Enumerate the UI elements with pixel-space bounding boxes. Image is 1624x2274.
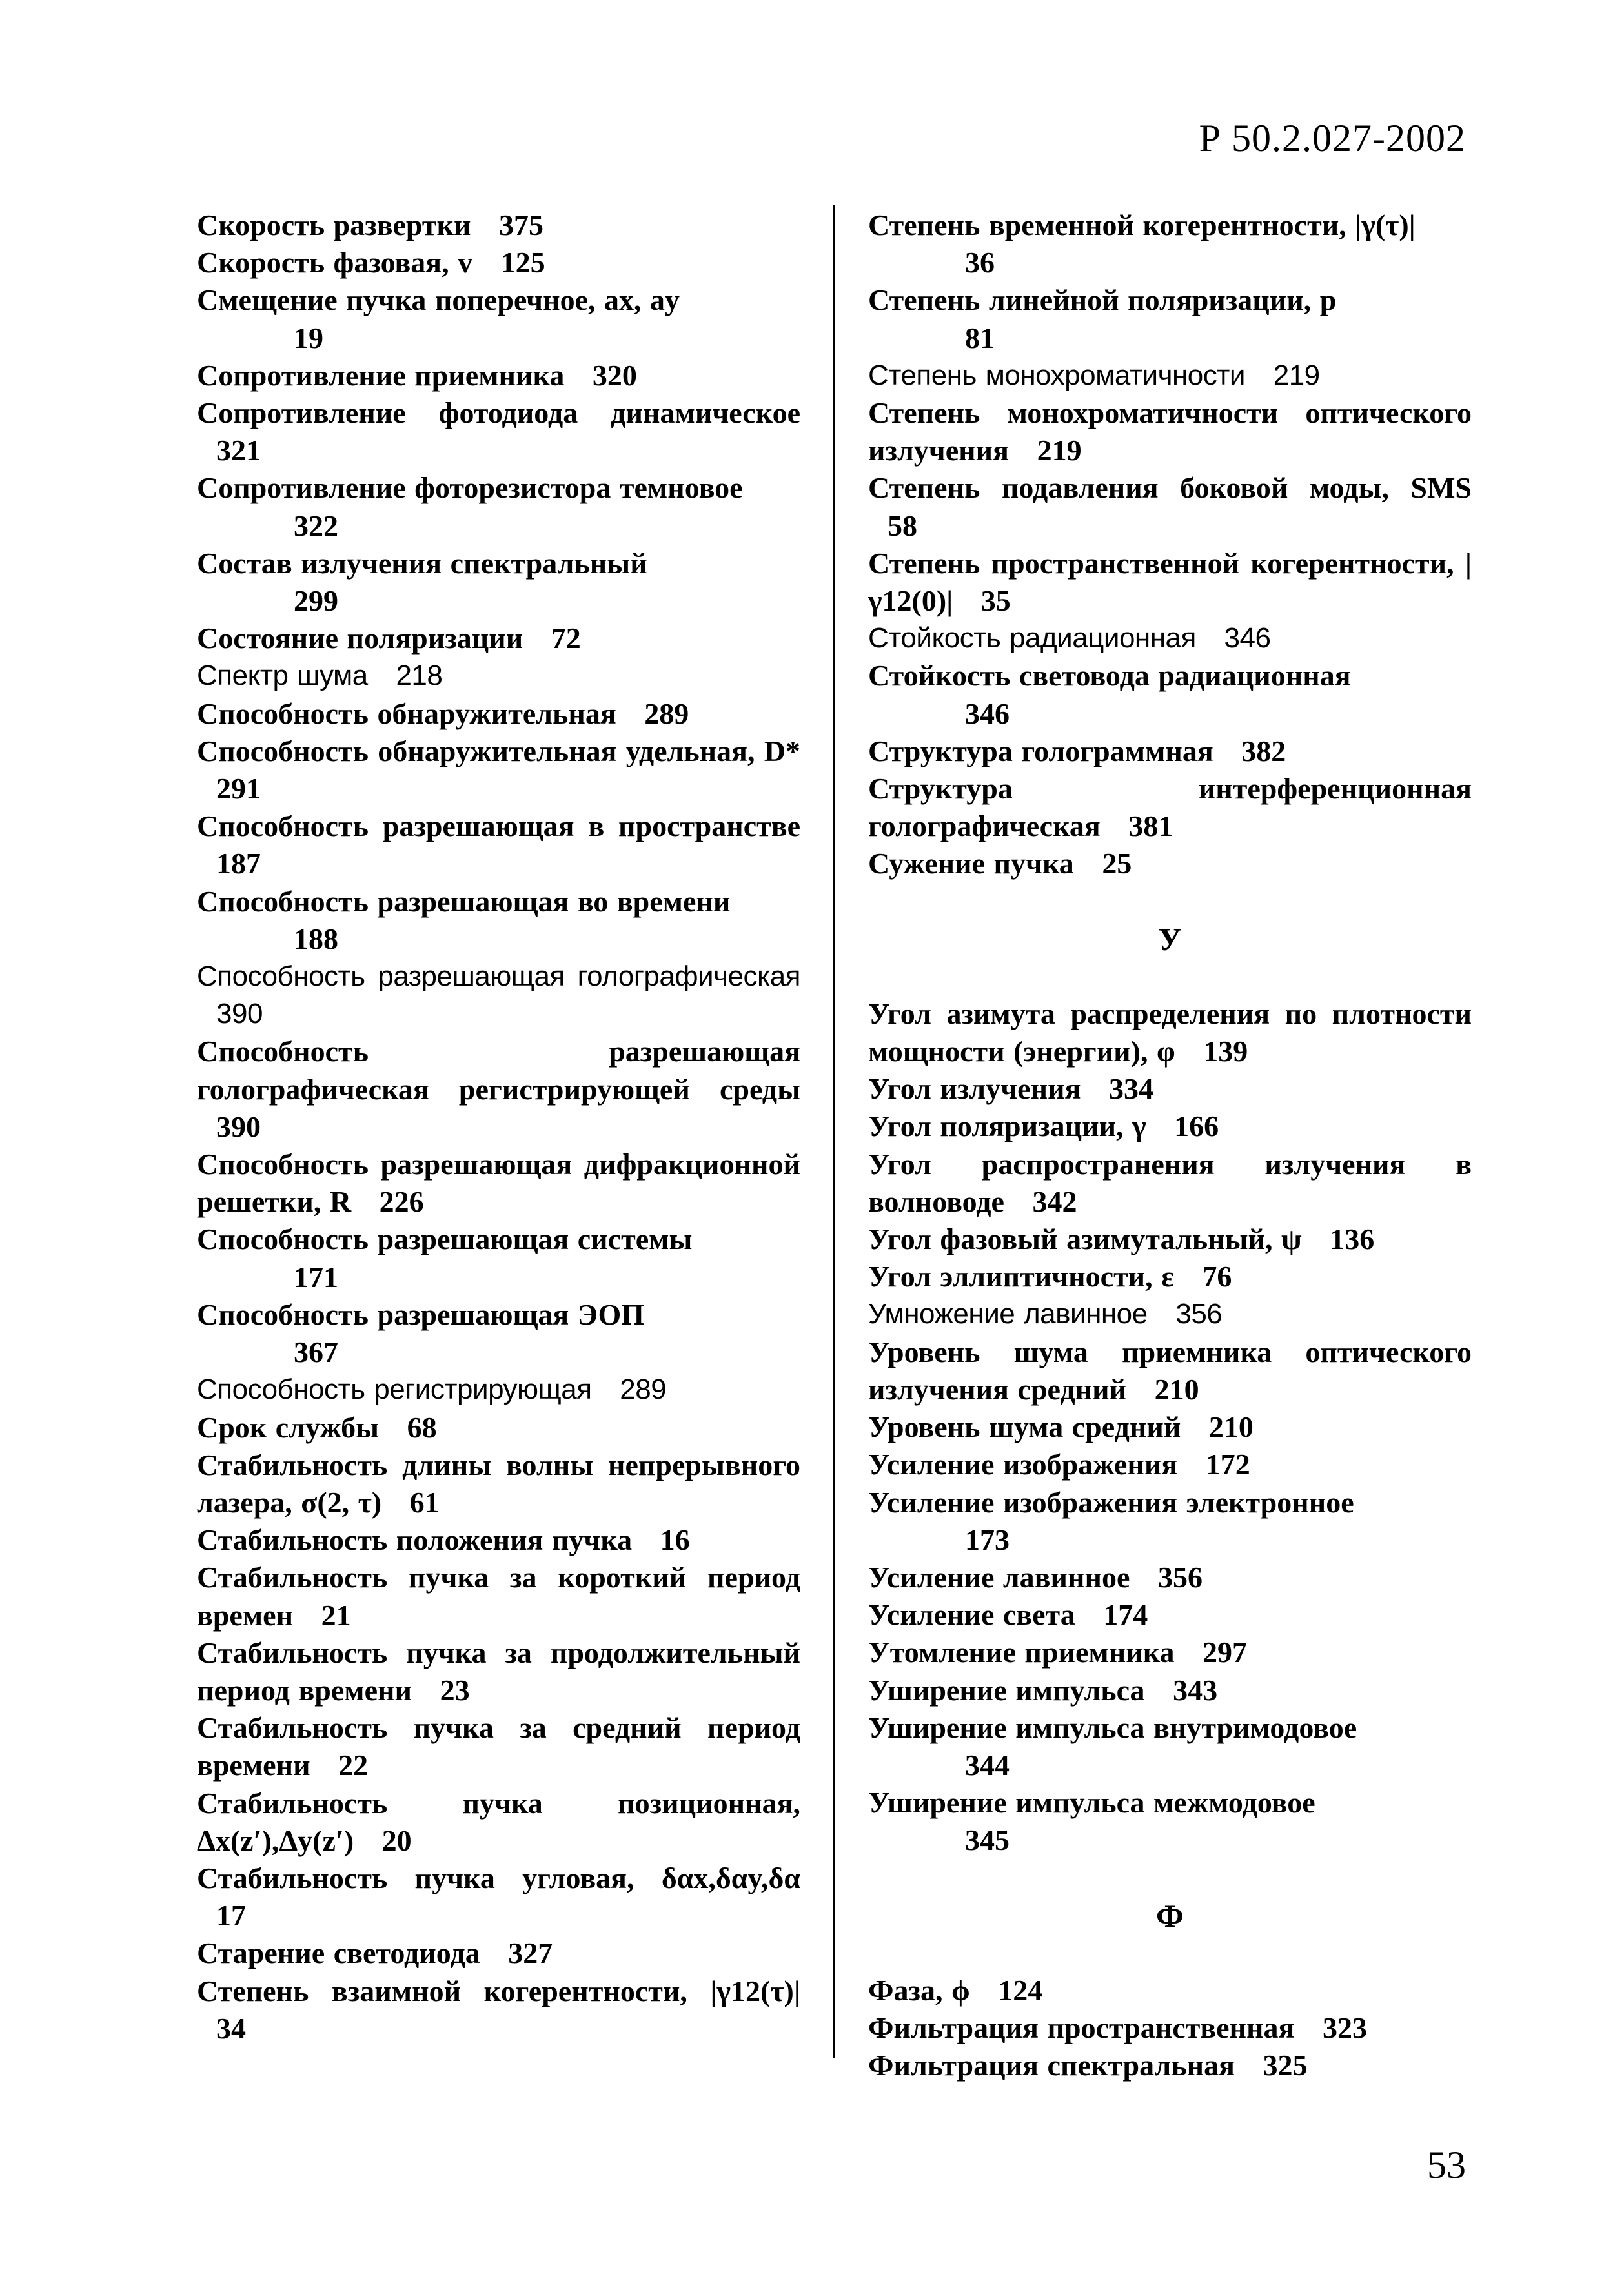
index-page-ref: 81 [965,321,995,354]
index-page-ref: 187 [216,847,261,880]
index-term: Состав излучения спектральный [197,546,647,580]
index-term: Фильтрация спектральная [868,2049,1235,2082]
index-term: Скорость развертки [197,208,471,241]
index-term: Состояние поляризации [197,622,523,655]
index-term: Спектр шума [197,660,368,692]
index-term: Угол фазовый азимутальный, ψ [868,1223,1302,1256]
index-term: Уширение импульса межмодовое [868,1786,1315,1820]
index-entry [197,1559,800,1634]
index-term: Степень пространственной когерентности, |γ12(0)| [868,546,1472,618]
index-page-ref: 72 [551,622,581,655]
index-term: Усиление света [868,1598,1075,1632]
index-entry [868,995,1472,1070]
index-term: Способность разрешающая ЭОП [197,1297,645,1331]
index-entry [868,207,1472,281]
page-number: 53 [1427,2144,1466,2186]
index-page-ref: 68 [407,1410,437,1444]
index-page-ref: 166 [1174,1110,1219,1143]
index-entry [868,1559,1472,1596]
index-entry [868,620,1472,657]
index-page-ref: 344 [965,1748,1010,1782]
index-page-ref: 171 [294,1260,338,1294]
index-page-ref: 25 [1102,847,1132,880]
index-term: Умножение лавинное [868,1298,1148,1330]
index-entry [197,1934,800,1972]
index-entry [197,733,800,807]
index-entry [197,545,800,620]
index-entry [197,1634,800,1709]
index-term: Уровень шума средний [868,1410,1181,1444]
index-term: Фаза, ϕ [868,1973,970,2007]
index-page-ref: 325 [1263,2049,1308,2082]
index-page-ref: 356 [1175,1298,1223,1330]
index-entry [868,1672,1472,1709]
index-term: Сопротивление приемника [197,358,565,392]
index-term: Скорость фазовая, v [197,246,473,279]
index-term: Стабильность пучка угловая, δαx,δαy,δα [197,1861,800,1894]
index-term: Стойкость радиационная [868,622,1196,655]
index-entry [868,1295,1472,1333]
index-term: Сужение пучка [868,847,1074,880]
index-page-ref: 16 [660,1523,690,1557]
index-entry [868,281,1472,356]
index-page-ref: 390 [216,1110,261,1143]
index-term: Угол азимута распределения по плотности мощности (энергии), φ [868,997,1472,1068]
index-page-ref: 346 [965,696,1010,730]
index-page-ref: 19 [294,321,323,354]
index-entry [197,1146,800,1221]
index-entry [868,1408,1472,1446]
index-entry [197,1860,800,1934]
index-term: Способность разрешающая системы [197,1223,693,1256]
index-term: Структура интерференционная голографическая [868,772,1472,843]
index-entry [197,1371,800,1408]
index-term: Сопротивление фоторезистора темновое [197,471,743,505]
index-entry [868,357,1472,394]
index-term: Структура голограммная [868,734,1213,767]
index-term: Стабильность положения пучка [197,1523,633,1557]
index-page-ref: 136 [1330,1223,1375,1256]
index-page-ref: 21 [321,1598,351,1632]
index-entry [197,1221,800,1295]
index-entry [868,1484,1472,1559]
index-page-ref: 172 [1205,1448,1250,1481]
index-page-ref: 139 [1203,1035,1248,1068]
index-page-ref: 35 [980,584,1011,618]
section-letter: Ф [1156,1897,1184,1934]
index-term: Способность разрешающая дифракционной решетки, R [197,1148,800,1219]
index-page-ref: 323 [1322,2011,1367,2044]
index-entry [868,1070,1472,1108]
index-term: Способность разрешающая во времени [197,884,731,918]
index-entry [868,2047,1472,2084]
index-page-ref: 20 [381,1823,412,1857]
index-page-ref: 322 [294,509,338,542]
index-entry [197,620,800,657]
index-page-ref: 345 [965,1823,1010,1857]
index-entry [197,958,800,1033]
index-term: Усиление лавинное [868,1560,1130,1594]
index-entry [868,545,1472,620]
index-entry [868,733,1472,770]
index-entry [197,357,800,394]
section-letter: У [1158,920,1182,957]
index-page-ref: 289 [620,1374,667,1406]
index-term: Срок службы [197,1410,380,1444]
index-term: Степень взаимной когерентности, |γ12(τ)| [197,1974,800,2007]
index-page-ref: 390 [216,998,263,1030]
index-page-ref: 291 [216,772,261,806]
index-entry [868,1221,1472,1258]
index-page-ref: 124 [998,1973,1043,2007]
index-entry [868,845,1472,882]
index-term: Стабильность пучка позиционная, Δx(z′),Δy(z′) [197,1786,800,1857]
index-term: Способность регистрирующая [197,1374,592,1406]
index-page-ref: 343 [1173,1673,1218,1707]
index-entry [868,394,1472,469]
index-entry [868,1596,1472,1634]
index-page-ref: 210 [1208,1410,1254,1444]
index-entry [868,2009,1472,2047]
index-term: Угол распространения излучения в волноводе [868,1147,1472,1218]
index-entry [197,1973,800,2047]
index-term: Угол излучения [868,1072,1081,1106]
index-page-ref: 188 [294,922,338,955]
index-page-ref: 321 [216,434,261,467]
index-entry [868,1634,1472,1671]
index-entry [197,469,800,544]
index-term: Стабильность пучка за короткий период времен [197,1561,800,1632]
index-term: Степень монохроматичности оптического излучения [868,396,1472,467]
index-term: Стабильность пучка за средний период времени [197,1711,800,1782]
index-page-ref: 356 [1157,1560,1203,1594]
index-page-ref: 58 [888,509,917,542]
index-entry [868,1258,1472,1295]
index-term: Сопротивление фотодиода динамическое [197,396,800,430]
index-term: Фильтрация пространственная [868,2011,1295,2044]
index-page-ref: 367 [294,1335,338,1369]
index-entry [197,281,800,356]
index-entry [197,207,800,244]
index-entry [868,1146,1472,1221]
index-term: Степень подавления боковой моды, SMS [868,471,1472,505]
index-term: Усиление изображения электронное [868,1485,1354,1519]
index-term: Стабильность длины волны непрерывного лазера, σ(2, τ) [197,1448,800,1519]
index-entry [197,807,800,882]
index-page-ref: 327 [508,1936,553,1970]
index-page-ref: 125 [500,246,545,279]
index-entry [868,1784,1472,1859]
index-term: Угол поляризации, γ [868,1110,1146,1143]
index-page-ref: 76 [1202,1260,1232,1294]
index-term: Стабильность пучка за продолжительный период времени [197,1636,800,1707]
index-term: Уровень шума приемника оптического излучения средний [868,1335,1472,1406]
index-term: Степень линейной поляризации, p [868,283,1337,317]
index-entry [197,244,800,281]
index-page-ref: 375 [498,208,543,241]
index-entry [868,1709,1472,1784]
index-page-ref: 174 [1103,1598,1148,1632]
index-term: Степень монохроматичности [868,359,1245,391]
index-column-left [197,207,800,2047]
index-page-ref: 381 [1128,809,1173,843]
index-entry [197,1521,800,1559]
index-page-ref: 36 [965,246,995,279]
index-entry [868,1334,1472,1408]
index-page-ref: 342 [1032,1184,1077,1218]
index-page-ref: 218 [396,660,443,692]
index-term: Способность разрешающая в пространстве [197,809,800,843]
index-term: Старение светодиода [197,1936,480,1970]
index-page-ref: 219 [1037,434,1082,467]
index-term: Степень временной когерентности, |γ(τ)| [868,208,1416,241]
index-term: Усиление изображения [868,1448,1178,1481]
index-term: Стойкость световода радиационная [868,659,1351,693]
column-divider [833,205,835,2058]
index-page-ref: 226 [379,1185,424,1219]
index-term: Способность разрешающая голографическая регистрирующей среды [197,1035,800,1106]
index-page-ref: 34 [216,2011,246,2045]
index-page-ref: 320 [592,358,637,392]
index-entry [868,1972,1472,2009]
index-page-ref: 17 [216,1899,246,1933]
index-term: Угол эллиптичности, ε [868,1260,1174,1294]
index-entry [197,695,800,733]
index-entry [868,657,1472,732]
index-entry [197,883,800,958]
index-entry [197,1447,800,1521]
index-entry [868,770,1472,845]
index-entry [197,1296,800,1371]
index-page-ref: 297 [1203,1636,1248,1669]
index-term: Уширение импульса внутримодовое [868,1711,1357,1744]
index-entry [197,1409,800,1447]
index-term: Способность разрешающая голографическая [197,960,800,993]
index-entry [197,1785,800,1860]
index-term: Смещение пучка поперечное, ax, ay [197,283,680,317]
index-column-right [868,207,1472,2084]
index-term: Способность обнаружительная удельная, D* [197,734,800,767]
index-page-ref: 23 [440,1673,470,1707]
index-page-ref: 299 [294,584,338,618]
index-entry [197,1033,800,1146]
index-page-ref: 210 [1154,1372,1199,1406]
index-page-ref: 334 [1108,1072,1153,1106]
index-entry [197,394,800,469]
index-page-ref: 382 [1241,734,1286,767]
index-entry [868,469,1472,544]
index-entry [197,657,800,695]
index-entry [868,1446,1472,1483]
index-page-ref: 346 [1224,622,1271,655]
index-term: Утомление приемника [868,1636,1175,1669]
index-page-ref: 61 [409,1485,440,1519]
index-page-ref: 219 [1273,359,1320,391]
index-page-ref: 289 [644,696,689,730]
document-code: Р 50.2.027-2002 [1199,117,1466,159]
index-page-ref: 22 [338,1749,369,1782]
index-page-ref: 173 [965,1523,1010,1556]
index-entry [197,1709,800,1784]
index-term: Уширение импульса [868,1673,1145,1707]
index-term: Способность обнаружительная [197,696,616,730]
index-entry [868,1108,1472,1145]
